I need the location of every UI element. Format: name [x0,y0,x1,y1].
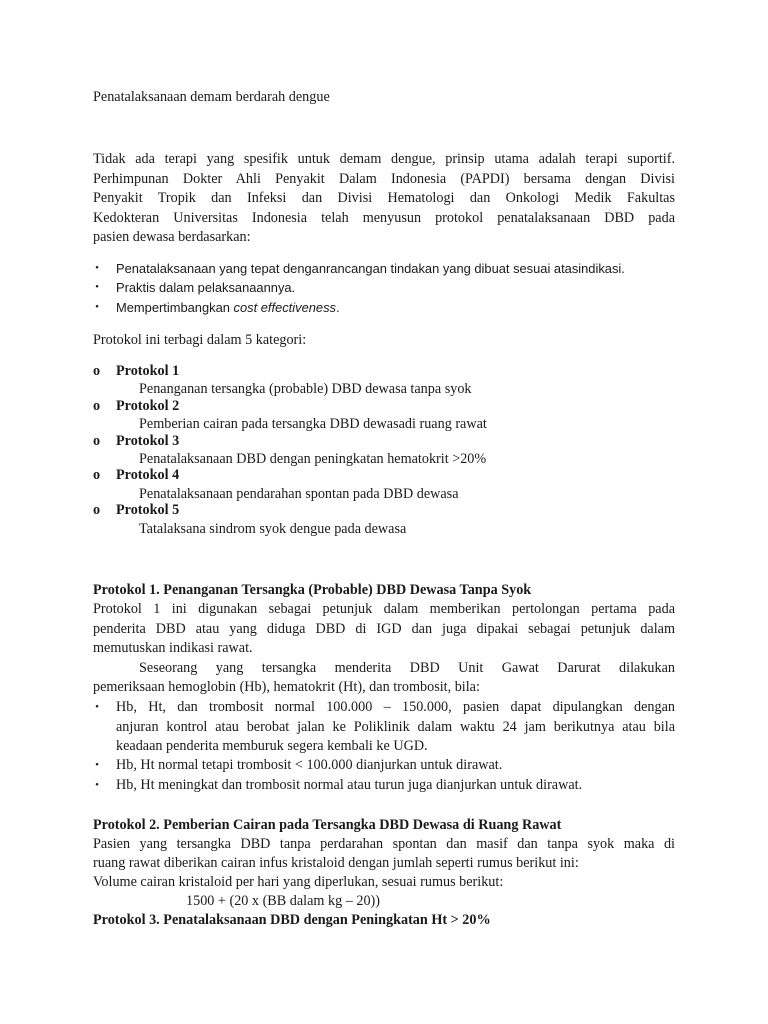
protocol-desc: Penatalaksanaan DBD dengan peningkatan hematokrit >20% [139,451,487,467]
protocol-desc: Penatalaksanaan pendarahan spontan pada DBD dewasa [139,486,459,502]
section-heading: Protokol 3. Penatalaksanaan DBD dengan Peningkatan Ht > 20% [93,912,491,928]
protocol-name: Protokol 4 [116,467,180,483]
bullet-icon: • [95,301,99,313]
list-marker: o [93,363,101,379]
protocol-name: Protokol 2 [116,398,180,414]
paragraph-line: pemeriksaan hemoglobin (Hb), hematokrit (Ht), dan trombosit, bila: [93,679,480,695]
section-heading: Protokol 2. Pemberian Cairan pada Tersangka DBD Dewasa di Ruang Rawat [93,817,562,833]
bullet-line: Hb, Ht normal tetapi trombosit < 100.000 dianjurkan untuk dirawat. [116,757,503,773]
intro-line: pasien dewasa berdasarkan: [93,229,251,245]
document-title: Penatalaksanaan demam berdarah dengue [93,89,330,105]
paragraph-line: Protokol 1 ini digunakan sebagai petunjuk dalam memberikan pertolongan pertama pada [93,601,675,617]
paragraph-line: Pasien yang tersangka DBD tanpa perdarahan spontan dan masif dan tanpa syok maka di [93,836,675,852]
protocols-intro: Protokol ini terbagi dalam 5 kategori: [93,332,307,348]
paragraph-line: memutuskan indikasi rawat. [93,640,253,656]
paragraph-line: Seseorang yang tersangka menderita DBD Unit Gawat Darurat dilakukan [139,660,675,676]
bullet-line: anjuran kontrol atau berobat jalan ke Poliklinik dalam waktu 24 jam berikutnya atau bila [116,719,675,735]
intro-line: Tidak ada terapi yang spesifik untuk demam dengue, prinsip utama adalah terapi suportif. [93,151,675,167]
criteria-item: Mempertimbangkan cost effectiveness. [116,300,340,315]
paragraph-line: penderita DBD atau yang diduga DBD di IGD dan juga dipakai sebagai petunjuk dalam [93,621,675,637]
criteria-item: Praktis dalam pelaksanaannya. [116,280,296,295]
paragraph-line: Volume cairan kristaloid per hari yang diperlukan, sesuai rumus berikut: [93,874,504,890]
list-marker: o [93,502,101,518]
list-marker: o [93,467,101,483]
protocol-name: Protokol 3 [116,433,180,449]
list-marker: o [93,398,101,414]
cost-effectiveness-term: cost effectiveness [233,300,336,315]
bullet-icon: • [95,701,99,713]
bullet-icon: • [95,759,99,771]
bullet-line: keadaan penderita memburuk segera kembali ke UGD. [116,738,428,754]
bullet-icon: • [95,779,99,791]
bullet-line: Hb, Ht, dan trombosit normal 100.000 – 150.000, pasien dapat dipulangkan dengan [116,699,675,715]
protocol-desc: Pemberian cairan pada tersangka DBD dewasadi ruang rawat [139,416,487,432]
fluid-formula: 1500 + (20 x (BB dalam kg – 20)) [186,893,380,909]
protocol-name: Protokol 5 [116,502,180,518]
list-marker: o [93,433,101,449]
criteria-item: Penatalaksanaan yang tepat denganrancangan tindakan yang dibuat sesuai atasindikasi. [116,261,625,276]
section-heading: Protokol 1. Penanganan Tersangka (Probable) DBD Dewasa Tanpa Syok [93,582,532,598]
bullet-line: Hb, Ht meningkat dan trombosit normal atau turun juga dianjurkan untuk dirawat. [116,777,583,793]
intro-line: Kedokteran Universitas Indonesia telah menyusun protokol penatalaksanaan DBD pada [93,210,675,226]
bullet-icon: • [95,262,99,274]
protocol-name: Protokol 1 [116,363,180,379]
bullet-icon: • [95,281,99,293]
paragraph-line: ruang rawat diberikan cairan infus kristaloid dengan jumlah seperti rumus berikut ini: [93,855,579,871]
intro-line: Perhimpunan Dokter Ahli Penyakit Dalam Indonesia (PAPDI) bersama dengan Divisi [93,171,675,187]
protocol-desc: Tatalaksana sindrom syok dengue pada dewasa [139,521,407,537]
intro-line: Penyakit Tropik dan Infeksi dan Divisi Hematologi dan Onkologi Medik Fakultas [93,190,675,206]
protocol-desc: Penanganan tersangka (probable) DBD dewasa tanpa syok [139,381,472,397]
